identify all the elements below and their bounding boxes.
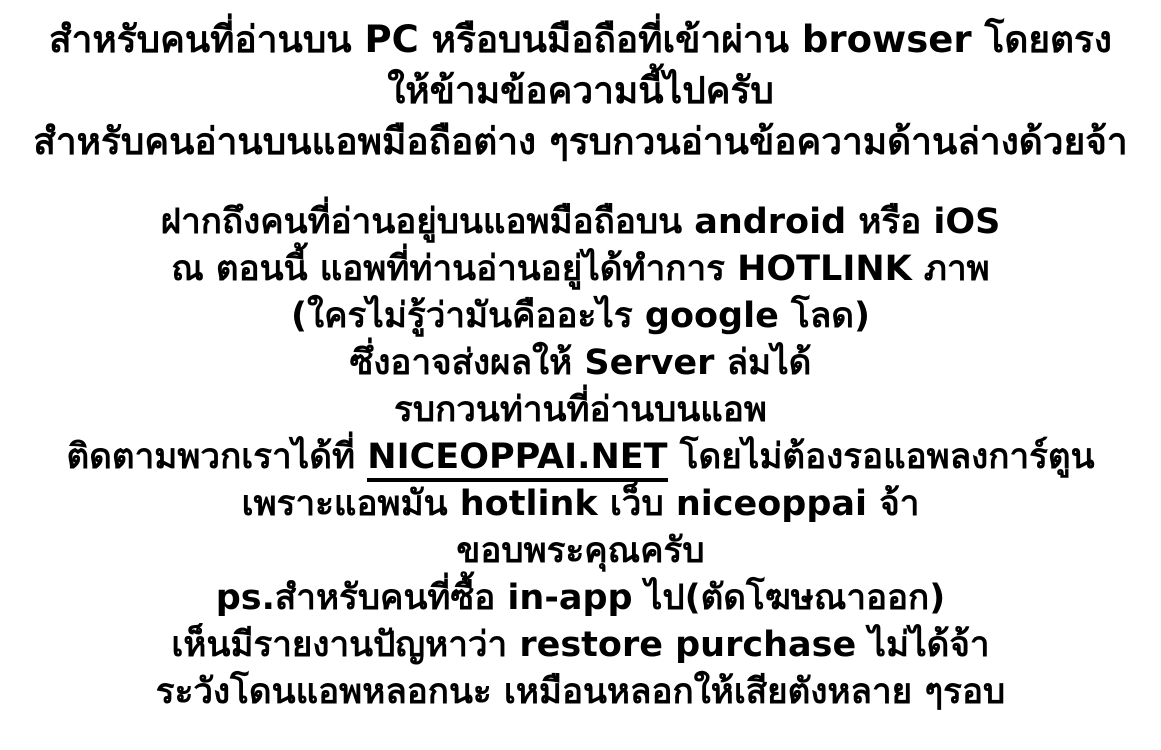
announcement-block bbox=[66, 199, 1094, 716]
announcement-line-10: เห็นมีรายงานปัญหาว่า restore purchase ไม่ได้จ้า bbox=[171, 625, 990, 665]
announcement-line-5: รบกวนท่านที่อ่านบนแอพ bbox=[394, 390, 767, 430]
announcement-line-11: ระวังโดนแอพหลอกนะ เหมือนหลอกให้เสียตังหลาย ๆรอบ bbox=[155, 672, 1006, 712]
follow-us-prefix: ติดตามพวกเราได้ที่ bbox=[66, 437, 368, 477]
announcement-line-8: ขอบพระคุณครับ bbox=[456, 531, 705, 571]
announcement-line-7: เพราะแอพมัน hotlink เว็บ niceoppai จ้า bbox=[241, 484, 920, 524]
announcement-line-1: ฝากถึงคนที่อ่านอยู่บนแอพมือถือบน android หรือ iOS bbox=[160, 202, 1001, 242]
follow-us-suffix: โดยไม่ต้องรอแอพลงการ์ตูน bbox=[667, 437, 1095, 477]
intro-line-2: ให้ข้ามข้อความนี้ไปครับ bbox=[387, 69, 774, 112]
niceoppai-site-link: NICEOPPAI.NET bbox=[367, 437, 667, 482]
announcement-line-2: ณ ตอนนี้ แอพที่ท่านอ่านอยู่ได้ทำการ HOTLINK ภาพ bbox=[171, 249, 990, 289]
announcement-line-3: (ใครไม่รู้ว่ามันคืออะไร google โลด) bbox=[290, 296, 870, 336]
intro-line-1: สำหรับคนที่อ่านบน PC หรือบนมือถือที่เข้าผ่าน browser โดยตรง bbox=[48, 18, 1112, 61]
intro-block bbox=[33, 14, 1127, 167]
follow-us-line bbox=[66, 434, 1094, 481]
announcement-line-9: ps.สำหรับคนที่ซื้อ in-app ไป(ตัดโฆษณาออก) bbox=[215, 578, 946, 618]
announcement-line-4: ซึ่งอาจส่งผลให้ Server ล่มได้ bbox=[349, 343, 812, 383]
intro-line-3: สำหรับคนอ่านบนแอพมือถือต่าง ๆรบกวนอ่านข้อความด้านล่างด้วยจ้า bbox=[33, 120, 1128, 163]
